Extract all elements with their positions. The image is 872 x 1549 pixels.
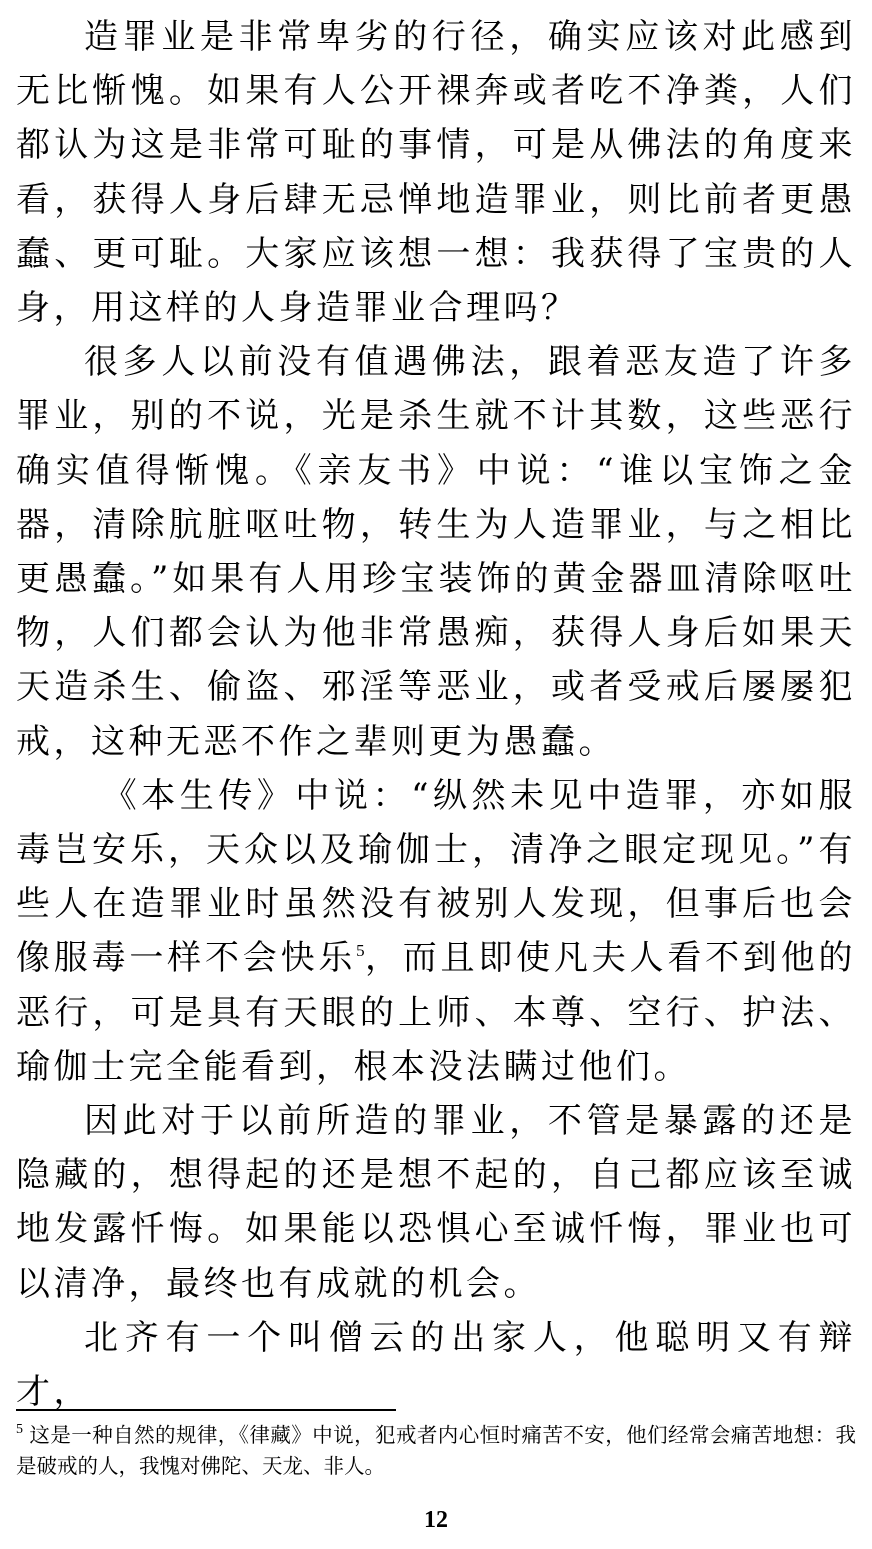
paragraph — [16, 769, 856, 1094]
body-text — [16, 10, 856, 1419]
footnote-text: 这是一种自然的规律，《律藏》中说，犯戒者内心恒时痛苦不安，他们经常会痛苦地想：我是破戒的人，我愧对佛陀、天龙、非人。 — [16, 1423, 856, 1478]
paragraph: 因此对于以前所造的罪业，不管是暴露的还是隐藏的，想得起的还是想不起的，自己都应该至诚地发露忏悔。如果能以恐惧心至诚忏悔，罪业也可以清净，最终也有成就的机会。 — [16, 1101, 856, 1304]
paragraph: 造罪业是非常卑劣的行径，确实应该对此感到无比惭愧。如果有人公开裸奔或者吃不净粪，人们都认为这是非常可耻的事情，可是从佛法的角度来看，获得人身后肆无忌惮地造罪业，则比前者更愚蠢、更可耻。大家应该想一想：我获得了宝贵的人身，用这样的人身造罪业合理吗？ — [16, 17, 856, 329]
footnote-divider — [16, 1409, 396, 1411]
paragraph: 北齐有一个叫僧云的出家人，他聪明又有辩才， — [16, 1317, 856, 1413]
paragraph-text: 《本生传》中说：“纵然未见中造罪，亦如服毒岂安乐，天众以及瑜伽士，清净之眼定现见。”有些人在造罪业时虽然没有被别人发现，但事后也会像服毒一样不会快乐 — [16, 775, 856, 979]
footnote-marker: 5 — [16, 1422, 23, 1437]
footnote — [16, 1420, 856, 1482]
paragraph: 很多人以前没有值遇佛法，跟着恶友造了许多罪业，别的不说，光是杀生就不计其数，这些恶行确实值得惭愧。《亲友书》中说：“谁以宝饰之金器，清除肮脏呕吐物，转生为人造罪业，与之相比更愚蠢。”如果有人用珍宝装饰的黄金器皿清除呕吐物，人们都会认为他非常愚痴，获得人身后如果天天造杀生、偷盗、邪淫等恶业，或者受戒后屡屡犯戒，这种无恶不作之辈则更为愚蠢。 — [16, 342, 856, 762]
paragraph-text: ，而且即使凡夫人看不到他的恶行，可是具有天眼的上师、本尊、空行、护法、瑜伽士完全能看到，根本没法瞒过他们。 — [16, 938, 857, 1087]
page-number: 12 — [424, 1507, 448, 1533]
footnote-reference[interactable]: 5 — [356, 941, 365, 961]
